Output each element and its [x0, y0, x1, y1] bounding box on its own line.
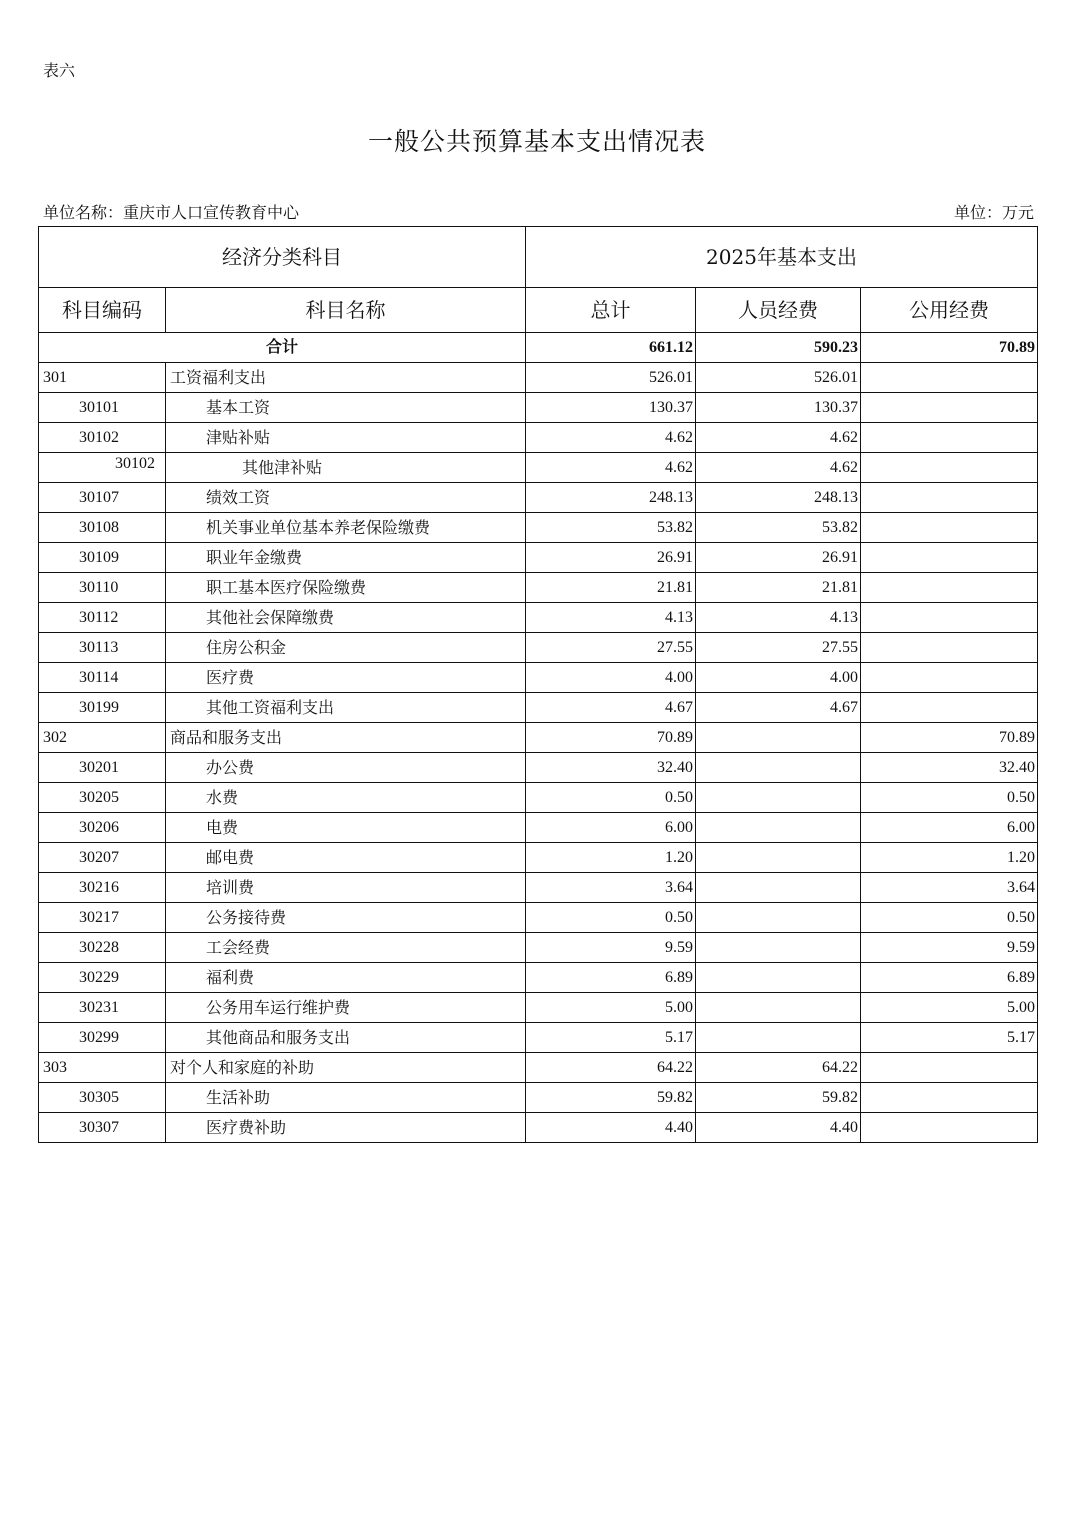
row-personnel: 4.13 — [696, 603, 861, 633]
row-personnel: 53.82 — [696, 513, 861, 543]
row-code: 30199 — [39, 693, 166, 723]
row-name: 生活补助 — [166, 1083, 526, 1113]
row-code: 30228 — [39, 933, 166, 963]
table-number: 表六 — [43, 61, 76, 80]
row-code: 30205 — [39, 783, 166, 813]
header-year-expense: 2025年基本支出 — [526, 227, 1038, 288]
row-code: 30107 — [39, 483, 166, 513]
row-total: 4.00 — [526, 663, 696, 693]
table-row — [39, 753, 1038, 783]
row-code: 30201 — [39, 753, 166, 783]
row-public — [861, 363, 1038, 393]
row-public: 32.40 — [861, 753, 1038, 783]
header-personnel: 人员经费 — [696, 288, 861, 333]
row-total: 59.82 — [526, 1083, 696, 1113]
row-personnel: 64.22 — [696, 1053, 861, 1083]
row-total: 21.81 — [526, 573, 696, 603]
row-name: 公务接待费 — [166, 903, 526, 933]
row-total: 53.82 — [526, 513, 696, 543]
row-code: 30109 — [39, 543, 166, 573]
row-total: 4.13 — [526, 603, 696, 633]
table-row — [39, 993, 1038, 1023]
row-personnel — [696, 813, 861, 843]
header-total: 总计 — [526, 288, 696, 333]
row-total: 5.00 — [526, 993, 696, 1023]
row-personnel: 4.67 — [696, 693, 861, 723]
row-public: 0.50 — [861, 783, 1038, 813]
row-total: 6.00 — [526, 813, 696, 843]
table-row — [39, 1113, 1038, 1143]
table-row — [39, 1053, 1038, 1083]
row-personnel — [696, 723, 861, 753]
table-row — [39, 813, 1038, 843]
row-code: 30207 — [39, 843, 166, 873]
row-total: 5.17 — [526, 1023, 696, 1053]
row-total: 70.89 — [526, 723, 696, 753]
row-public — [861, 1113, 1038, 1143]
row-name: 公务用车运行维护费 — [166, 993, 526, 1023]
table-row — [39, 933, 1038, 963]
row-public — [861, 573, 1038, 603]
row-code: 30217 — [39, 903, 166, 933]
row-code: 30231 — [39, 993, 166, 1023]
row-code: 303 — [39, 1053, 166, 1083]
header-row-1 — [39, 227, 1038, 288]
row-personnel — [696, 1023, 861, 1053]
row-personnel: 4.40 — [696, 1113, 861, 1143]
row-public: 5.17 — [861, 1023, 1038, 1053]
row-name: 工会经费 — [166, 933, 526, 963]
row-public: 6.89 — [861, 963, 1038, 993]
header-econ-category: 经济分类科目 — [39, 227, 526, 288]
row-name: 住房公积金 — [166, 633, 526, 663]
row-code: 30101 — [39, 393, 166, 423]
row-code: 30112 — [39, 603, 166, 633]
row-code: 30113 — [39, 633, 166, 663]
total-public: 70.89 — [861, 333, 1038, 363]
row-name: 机关事业单位基本养老保险缴费 — [166, 513, 526, 543]
row-name: 办公费 — [166, 753, 526, 783]
row-code: 30229 — [39, 963, 166, 993]
row-total: 32.40 — [526, 753, 696, 783]
row-total: 64.22 — [526, 1053, 696, 1083]
row-public — [861, 603, 1038, 633]
row-total: 3.64 — [526, 873, 696, 903]
row-total: 27.55 — [526, 633, 696, 663]
row-name: 邮电费 — [166, 843, 526, 873]
row-code: 30110 — [39, 573, 166, 603]
row-public: 1.20 — [861, 843, 1038, 873]
row-personnel: 4.00 — [696, 663, 861, 693]
table-row — [39, 843, 1038, 873]
row-name: 工资福利支出 — [166, 363, 526, 393]
row-name: 绩效工资 — [166, 483, 526, 513]
row-personnel: 21.81 — [696, 573, 861, 603]
row-public: 70.89 — [861, 723, 1038, 753]
row-public — [861, 543, 1038, 573]
total-personnel: 590.23 — [696, 333, 861, 363]
table-row — [39, 873, 1038, 903]
row-total: 526.01 — [526, 363, 696, 393]
row-code: 30206 — [39, 813, 166, 843]
row-code: 30102 — [39, 453, 166, 483]
row-code: 301 — [39, 363, 166, 393]
row-personnel: 4.62 — [696, 423, 861, 453]
table-row — [39, 963, 1038, 993]
header-row-2 — [39, 288, 1038, 333]
row-total: 4.62 — [526, 453, 696, 483]
currency-unit-label: 单位：万元 — [953, 203, 1034, 222]
row-code: 30114 — [39, 663, 166, 693]
row-personnel: 4.62 — [696, 453, 861, 483]
row-personnel — [696, 783, 861, 813]
table-row — [39, 1083, 1038, 1113]
row-personnel: 27.55 — [696, 633, 861, 663]
row-code: 30307 — [39, 1113, 166, 1143]
row-personnel — [696, 873, 861, 903]
row-name: 其他工资福利支出 — [166, 693, 526, 723]
row-public — [861, 1053, 1038, 1083]
row-name: 其他社会保障缴费 — [166, 603, 526, 633]
table-row — [39, 573, 1038, 603]
row-public — [861, 453, 1038, 483]
row-total: 4.62 — [526, 423, 696, 453]
row-personnel — [696, 993, 861, 1023]
row-name: 职业年金缴费 — [166, 543, 526, 573]
header-name: 科目名称 — [166, 288, 526, 333]
table-row — [39, 903, 1038, 933]
table-row — [39, 483, 1038, 513]
row-total: 0.50 — [526, 783, 696, 813]
row-personnel: 59.82 — [696, 1083, 861, 1113]
table-row — [39, 513, 1038, 543]
row-personnel: 248.13 — [696, 483, 861, 513]
row-code: 30216 — [39, 873, 166, 903]
row-total: 4.40 — [526, 1113, 696, 1143]
row-public: 5.00 — [861, 993, 1038, 1023]
row-public — [861, 663, 1038, 693]
table-row — [39, 693, 1038, 723]
row-total: 9.59 — [526, 933, 696, 963]
row-public: 0.50 — [861, 903, 1038, 933]
table-row — [39, 1023, 1038, 1053]
table-row — [39, 663, 1038, 693]
row-total: 248.13 — [526, 483, 696, 513]
budget-table — [38, 226, 1038, 1143]
row-total: 1.20 — [526, 843, 696, 873]
row-name: 培训费 — [166, 873, 526, 903]
row-total: 130.37 — [526, 393, 696, 423]
row-name: 福利费 — [166, 963, 526, 993]
row-public: 6.00 — [861, 813, 1038, 843]
row-name: 医疗费 — [166, 663, 526, 693]
row-personnel — [696, 933, 861, 963]
row-name: 医疗费补助 — [166, 1113, 526, 1143]
row-code: 30108 — [39, 513, 166, 543]
header-code: 科目编码 — [39, 288, 166, 333]
row-total: 4.67 — [526, 693, 696, 723]
row-public — [861, 1083, 1038, 1113]
table-row — [39, 783, 1038, 813]
row-name: 津贴补贴 — [166, 423, 526, 453]
row-name: 水费 — [166, 783, 526, 813]
row-code: 30102 — [39, 423, 166, 453]
total-label: 合计 — [39, 333, 526, 363]
table-row — [39, 423, 1038, 453]
total-row — [39, 333, 1038, 363]
row-public — [861, 513, 1038, 543]
row-public — [861, 393, 1038, 423]
row-personnel — [696, 753, 861, 783]
row-public: 3.64 — [861, 873, 1038, 903]
row-name: 基本工资 — [166, 393, 526, 423]
row-public — [861, 483, 1038, 513]
row-name: 对个人和家庭的补助 — [166, 1053, 526, 1083]
table-row — [39, 603, 1038, 633]
row-name: 其他津补贴 — [166, 453, 526, 483]
table-row — [39, 633, 1038, 663]
header-public: 公用经费 — [861, 288, 1038, 333]
table-row — [39, 543, 1038, 573]
row-name: 其他商品和服务支出 — [166, 1023, 526, 1053]
table-row — [39, 723, 1038, 753]
row-personnel: 26.91 — [696, 543, 861, 573]
row-public — [861, 693, 1038, 723]
row-public: 9.59 — [861, 933, 1038, 963]
total-total: 661.12 — [526, 333, 696, 363]
row-code: 30305 — [39, 1083, 166, 1113]
row-total: 6.89 — [526, 963, 696, 993]
row-personnel: 130.37 — [696, 393, 861, 423]
page-title: 一般公共预算基本支出情况表 — [367, 127, 706, 156]
row-personnel — [696, 843, 861, 873]
row-name: 商品和服务支出 — [166, 723, 526, 753]
row-code: 30299 — [39, 1023, 166, 1053]
table-row — [39, 393, 1038, 423]
row-public — [861, 633, 1038, 663]
table-row — [39, 363, 1038, 393]
unit-name-label: 单位名称：重庆市人口宣传教育中心 — [43, 203, 300, 222]
row-personnel: 526.01 — [696, 363, 861, 393]
row-name: 电费 — [166, 813, 526, 843]
table-row — [39, 453, 1038, 483]
row-total: 26.91 — [526, 543, 696, 573]
row-code: 302 — [39, 723, 166, 753]
row-personnel — [696, 963, 861, 993]
row-personnel — [696, 903, 861, 933]
row-public — [861, 423, 1038, 453]
row-total: 0.50 — [526, 903, 696, 933]
row-name: 职工基本医疗保险缴费 — [166, 573, 526, 603]
